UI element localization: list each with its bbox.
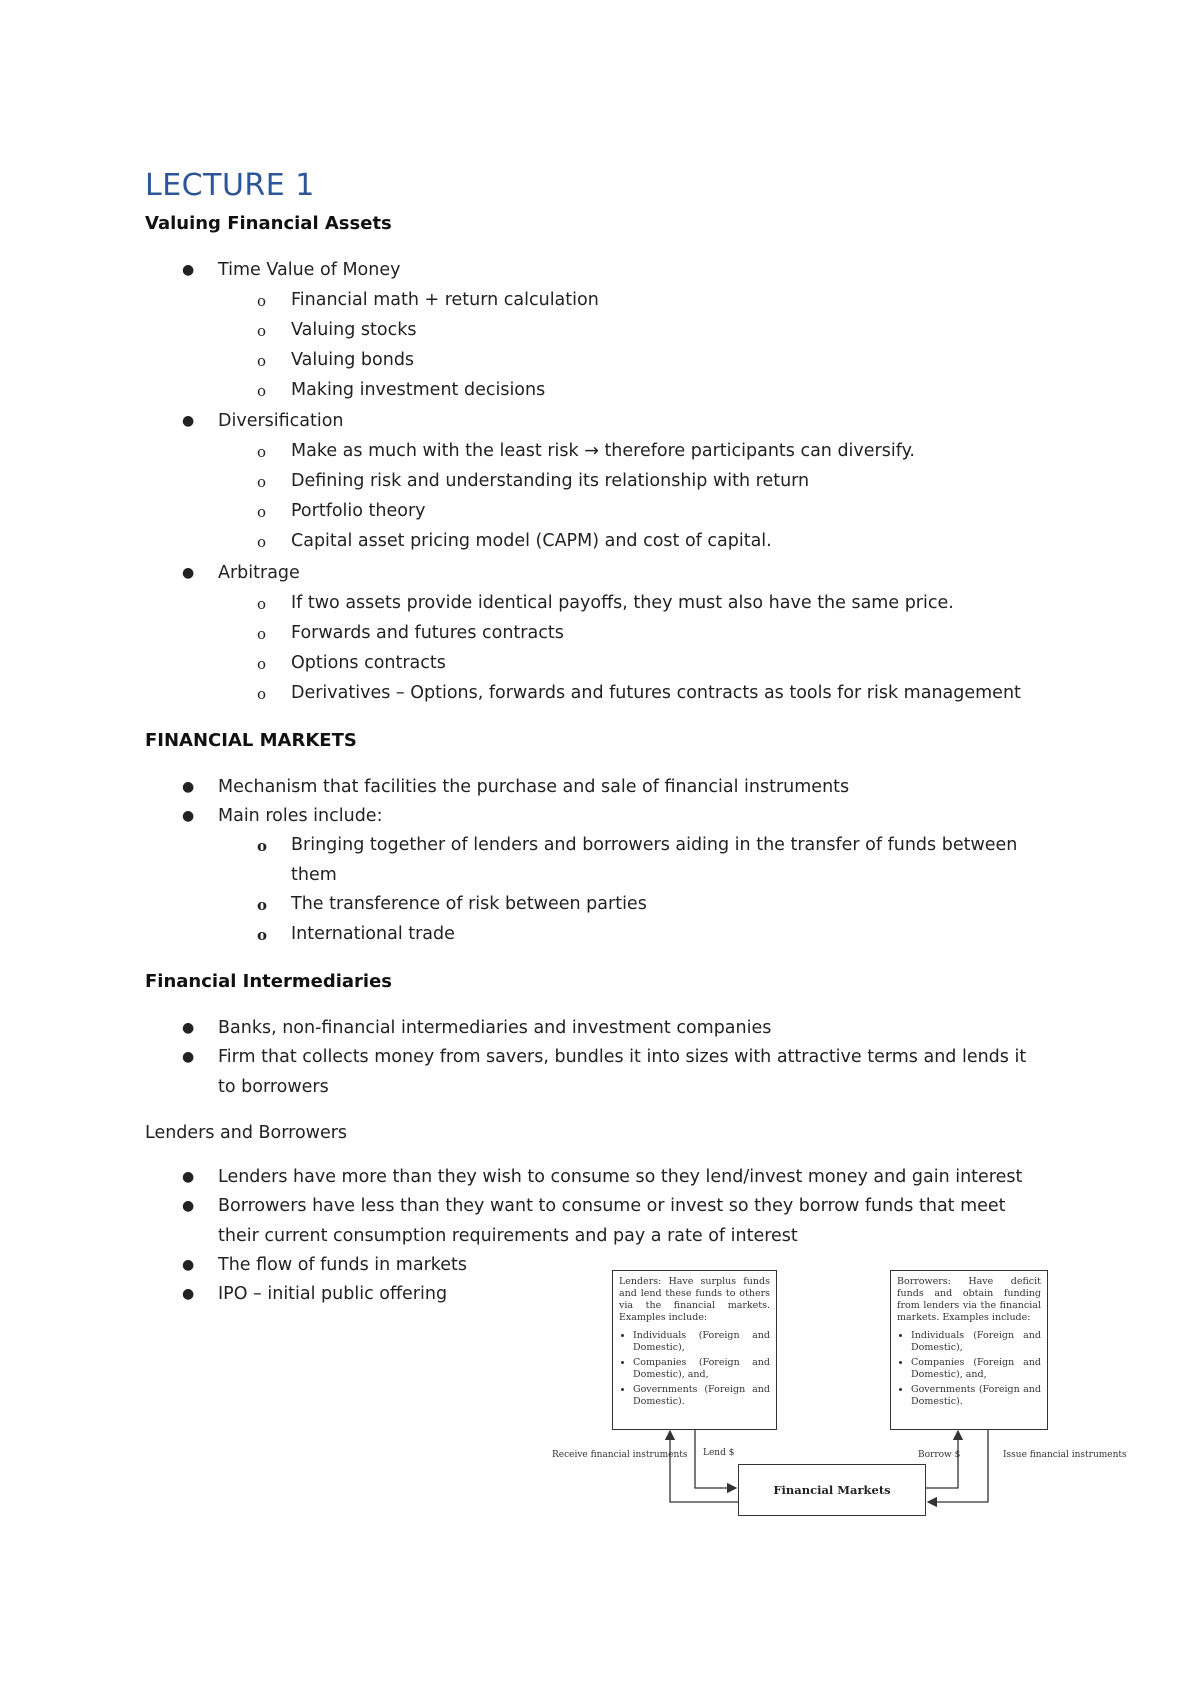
label-receive-instruments: Receive financial instruments (552, 1450, 688, 1460)
borrowers-example: • Companies (Foreign and Domestic), and, (911, 1357, 1041, 1381)
section-heading-valuing: Valuing Financial Assets (145, 213, 392, 234)
section-heading-lenders: Lenders and Borrowers (145, 1123, 348, 1143)
bullet-icon: o (257, 837, 268, 855)
bullet-icon: o (257, 322, 267, 340)
lenders-example: • Individuals (Foreign and Domestic), (633, 1330, 770, 1354)
sub-list-item: o Defining risk and understanding its relationship with return (291, 466, 809, 496)
list-item: ● The flow of funds in markets (218, 1250, 467, 1280)
bullet-icon: o (257, 655, 267, 673)
sub-list-item: o Make as much with the least risk → therefore participants can diversify. (291, 436, 915, 466)
bullet-icon: o (257, 896, 268, 914)
bullet-icon: ● (182, 262, 195, 278)
list-item: ● Time Value of Money (218, 255, 400, 285)
bullet-icon: o (257, 926, 268, 944)
sub-list-item: o Derivatives – Options, forwards and futures contracts as tools for risk management (291, 678, 1021, 708)
lenders-example: • Companies (Foreign and Domestic), and, (633, 1357, 770, 1381)
list-item: ● Diversification (218, 406, 344, 436)
bullet-icon: o (257, 443, 267, 461)
bullet-icon: ● (182, 1286, 195, 1302)
bullet-icon: ● (182, 565, 195, 581)
label-lend: Lend $ (703, 1448, 735, 1458)
borrowers-example: • Individuals (Foreign and Domestic), (911, 1330, 1041, 1354)
list-item: ● Firm that collects money from savers, bundles it into sizes with attractive terms and lends it to borrowers (218, 1042, 1048, 1102)
bullet-icon: ● (182, 413, 195, 429)
borrowers-box: Borrowers: Have deficit funds and obtain funding from lenders via the financial markets. Examples include: • Individuals (Foreign and Domestic), • Companies (Foreign and Domestic), and, • Governments (Foreign and Domestic). (890, 1270, 1048, 1430)
bullet-icon: o (257, 473, 267, 491)
bullet-icon: o (257, 625, 267, 643)
bullet-icon: o (257, 503, 267, 521)
lenders-box: Lenders: Have surplus funds and lend these funds to others via the financial markets. Examples include: • Individuals (Foreign and Domestic), • Companies (Foreign and Domestic), and, • Governments (Foreign and Domestic). (612, 1270, 777, 1430)
arrow-issue (928, 1429, 988, 1502)
sub-list-item: o Making investment decisions (291, 375, 545, 405)
borrowers-example: • Governments (Foreign and Domestic). (911, 1384, 1041, 1408)
bullet-icon: o (257, 382, 267, 400)
bullet-icon: o (257, 352, 267, 370)
arrow-instruments-to-lenders (670, 1431, 738, 1502)
list-item: ● Borrowers have less than they want to consume or invest so they borrow funds that meet their current consumption requirements and pay a rate of interest (218, 1191, 1048, 1251)
section-heading-markets: FINANCIAL MARKETS (145, 730, 357, 751)
financial-markets-box: Financial Markets (738, 1464, 926, 1516)
sub-list-item: o If two assets provide identical payoffs, they must also have the same price. (291, 588, 954, 618)
bullet-icon: ● (182, 808, 195, 824)
bullet-icon: ● (182, 1049, 195, 1065)
list-item: ● Main roles include: (218, 801, 382, 831)
bullet-icon: ● (182, 1020, 195, 1036)
bullet-icon: ● (182, 1169, 195, 1185)
bullet-icon: ● (182, 1198, 195, 1214)
bullet-icon: ● (182, 779, 195, 795)
list-item: ● Banks, non-financial intermediaries and investment companies (218, 1013, 771, 1043)
list-item: ● Arbitrage (218, 558, 300, 588)
bullet-icon: o (257, 595, 267, 613)
sub-list-item: o Forwards and futures contracts (291, 618, 564, 648)
page-title: LECTURE 1 (145, 168, 315, 203)
label-issue-instruments: Issue financial instruments (1003, 1450, 1127, 1460)
bullet-icon: ● (182, 1257, 195, 1273)
sub-list-item: o Bringing together of lenders and borrowers aiding in the transfer of funds between them (291, 830, 1051, 890)
bullet-icon: o (257, 533, 267, 551)
label-borrow: Borrow $ (918, 1450, 961, 1460)
sub-list-item: o Financial math + return calculation (291, 285, 599, 315)
bullet-icon: o (257, 685, 267, 703)
sub-list-item: o Capital asset pricing model (CAPM) and cost of capital. (291, 526, 772, 556)
sub-list-item: o Valuing stocks (291, 315, 416, 345)
list-item: ● Mechanism that facilities the purchase and sale of financial instruments (218, 772, 849, 802)
list-item: ● IPO – initial public offering (218, 1279, 447, 1309)
sub-list-item: o Options contracts (291, 648, 446, 678)
section-heading-intermediaries: Financial Intermediaries (145, 971, 392, 992)
list-item: ● Lenders have more than they wish to consume so they lend/invest money and gain interest (218, 1162, 1022, 1192)
lenders-example: • Governments (Foreign and Domestic). (633, 1384, 770, 1408)
sub-list-item: o International trade (291, 919, 455, 949)
sub-list-item: o Valuing bonds (291, 345, 414, 375)
sub-list-item: o Portfolio theory (291, 496, 426, 526)
sub-list-item: o The transference of risk between parties (291, 889, 647, 919)
bullet-icon: o (257, 292, 267, 310)
arrow-lend (695, 1429, 736, 1488)
